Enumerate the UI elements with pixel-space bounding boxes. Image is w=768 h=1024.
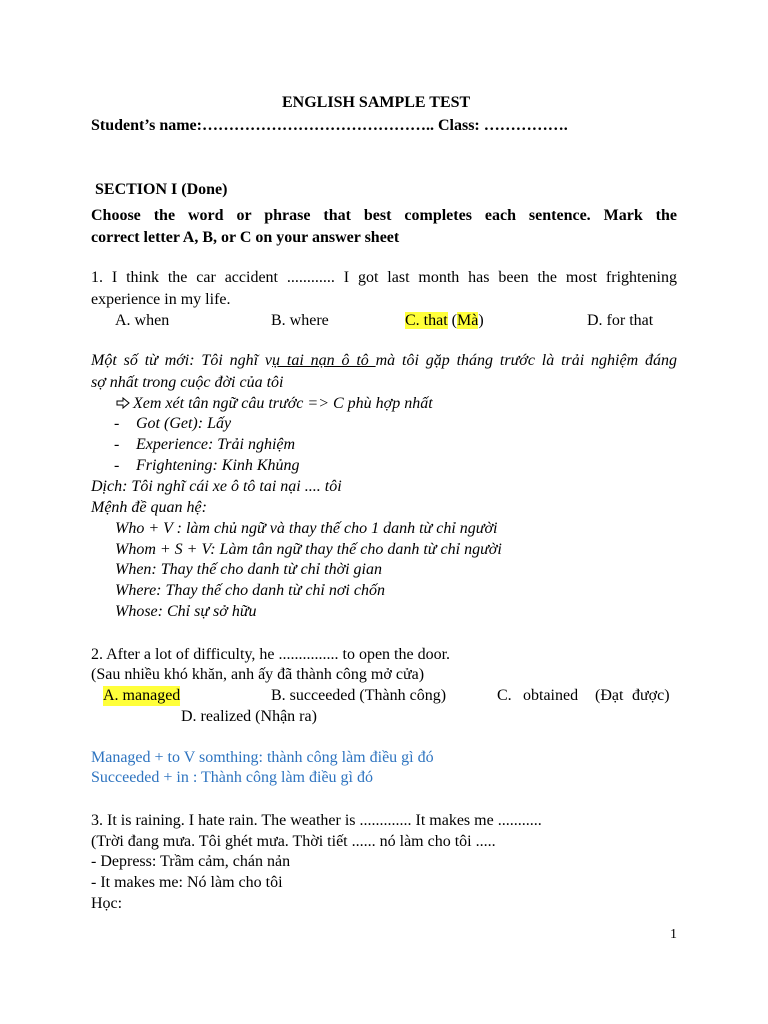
section-heading: SECTION I (Done) (95, 181, 228, 198)
q1-option-c-paren-close: ) (478, 312, 484, 329)
q1-note-1b: mà tôi gặp tháng trước là trải nghiệm đáng (375, 352, 678, 369)
relative-where: Where: Thay thế cho danh từ chỉ nơi chốn (115, 582, 385, 599)
q1-bullet-dash-3: - (114, 457, 120, 474)
q2-note-1: Managed + to V somthing: thành công làm điều gì đó (91, 749, 434, 766)
q2-option-b: B. succeeded (Thành công) (271, 687, 447, 704)
q2-option-d: D. realized (Nhận ra) (181, 708, 317, 725)
q1-bullet-2: Experience: Trải nghiệm (136, 436, 296, 453)
q1-arrow-line (116, 394, 433, 414)
q1-bullet-dash-1: - (114, 415, 120, 432)
q3-learn: Học: (91, 895, 123, 912)
arrow-right-icon (116, 395, 130, 407)
q3-vocab-2: - It makes me: Nó làm cho tôi (91, 874, 283, 891)
test-title: ENGLISH SAMPLE TEST (282, 94, 471, 111)
q2-option-c-letter: C. (497, 687, 512, 704)
relative-whose: Whose: Chỉ sự sở hữu (115, 603, 257, 620)
q1-translation: Dịch: Tôi nghĩ cái xe ô tô tai nại .... tôi (91, 478, 342, 495)
q1-option-a: A. when (115, 312, 170, 329)
q1-option-b: B. where (271, 312, 329, 329)
q2-option-c-word: obtained (523, 687, 579, 704)
q2-option-c-note-2: được) (632, 687, 670, 704)
q1-bullet-3: Frightening: Kinh Khủng (136, 457, 300, 474)
page-number: 1 (670, 927, 677, 942)
relative-who: Who + V : làm chủ ngữ và thay thế cho 1 danh từ chỉ người (115, 520, 498, 537)
q1-bullet-dash-2: - (114, 436, 120, 453)
student-name-line: Student’s name:…………………………………….. Class: ……………. (91, 117, 568, 134)
q1-note-1-underlined: ụ tai nạn ô tô (272, 352, 376, 369)
q2-option-a: A. managed (103, 687, 181, 704)
instructions-line-1: Choose the word or phrase that best completes each sentence. Mark the (91, 207, 677, 224)
q1-bullet-1: Got (Get): Lấy (136, 415, 232, 432)
q1-note-line-1 (91, 351, 677, 371)
q3-vocab-1: - Depress: Trầm cảm, chán nản (91, 853, 291, 870)
q1-stem-line-1: 1. I think the car accident ............ I got last month has been the most frightening (91, 269, 677, 286)
q3-stem: 3. It is raining. I hate rain. The weather is ............. It makes me ........... (91, 812, 542, 829)
q2-translation: (Sau nhiều khó khăn, anh ấy đã thành công mở cửa) (91, 666, 425, 683)
q2-option-c-note-1: (Đạt (595, 687, 624, 704)
q1-option-c-paren-open: ( (447, 312, 457, 329)
q1-option-c (405, 311, 484, 331)
relative-clause-heading: Mệnh đề quan hệ: (91, 499, 207, 516)
q2-stem: 2. After a lot of difficulty, he ............... to open the door. (91, 646, 451, 663)
q1-option-d: D. for that (587, 312, 654, 329)
q1-option-c-answer: C. that (405, 312, 448, 329)
relative-when: When: Thay thế cho danh từ chỉ thời gian (115, 561, 382, 578)
q2-note-2: Succeeded + in : Thành công làm điều gì đó (91, 769, 373, 786)
q1-option-c-note: Mà (457, 312, 479, 329)
q1-note-1a: Một số từ mới: Tôi nghĩ v (91, 352, 273, 369)
relative-whom: Whom + S + V: Làm tân ngữ thay thế cho danh từ chỉ người (115, 541, 502, 558)
instructions-line-2: correct letter A, B, or C on your answer sheet (91, 229, 400, 246)
q3-translation: (Trời đang mưa. Tôi ghét mưa. Thời tiết ...... nó làm cho tôi ..... (91, 833, 496, 850)
q1-arrow-text: Xem xét tân ngữ câu trước => C phù hợp nhất (133, 395, 433, 412)
q1-stem-line-2: experience in my life. (91, 291, 231, 308)
q1-note-line-2: sợ nhất trong cuộc đời của tôi (91, 374, 284, 391)
